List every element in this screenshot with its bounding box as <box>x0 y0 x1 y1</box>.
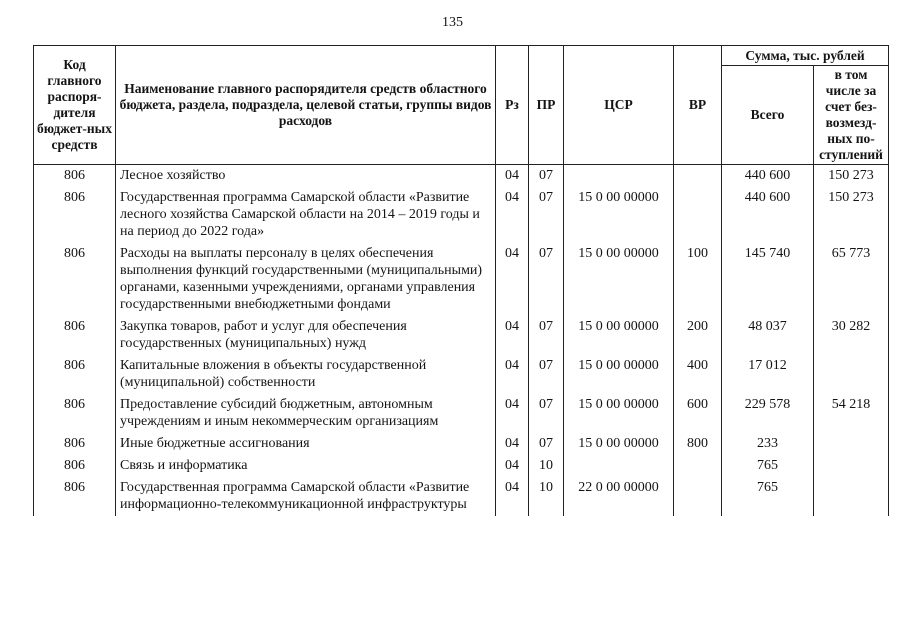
table-row <box>34 433 889 455</box>
cell-free <box>814 455 889 477</box>
cell-code: 806 <box>34 316 116 355</box>
cell-free: 54 218 <box>814 394 889 433</box>
page-number: 135 <box>442 15 463 30</box>
cell-pr: 07 <box>529 394 564 433</box>
cell-pr: 07 <box>529 243 564 316</box>
cell-total: 233 <box>722 433 814 455</box>
cell-csr: 15 0 00 00000 <box>564 433 674 455</box>
cell-total: 48 037 <box>722 316 814 355</box>
cell-pr: 07 <box>529 316 564 355</box>
cell-code: 806 <box>34 187 116 243</box>
cell-vr: 100 <box>674 243 722 316</box>
cell-rz: 04 <box>496 394 529 433</box>
cell-vr: 800 <box>674 433 722 455</box>
cell-rz: 04 <box>496 433 529 455</box>
cell-name: Лесное хозяйство <box>116 165 496 188</box>
cell-free: 150 273 <box>814 187 889 243</box>
table-row <box>34 187 889 243</box>
cell-csr: 15 0 00 00000 <box>564 243 674 316</box>
table-row <box>34 243 889 316</box>
cell-free: 65 773 <box>814 243 889 316</box>
cell-pr: 07 <box>529 165 564 188</box>
cell-rz: 04 <box>496 165 529 188</box>
header-code: Код главного распоря-дителя бюджет-ных средств <box>34 46 116 165</box>
cell-code: 806 <box>34 477 116 516</box>
cell-pr: 07 <box>529 433 564 455</box>
cell-name: Капитальные вложения в объекты государственной (муниципальной) собственности <box>116 355 496 394</box>
budget-table <box>33 45 889 516</box>
cell-csr <box>564 165 674 188</box>
cell-csr: 15 0 00 00000 <box>564 394 674 433</box>
cell-csr <box>564 455 674 477</box>
cell-total: 440 600 <box>722 187 814 243</box>
header-pr: ПР <box>529 46 564 165</box>
cell-name: Закупка товаров, работ и услуг для обеспечения государственных (муниципальных) нужд <box>116 316 496 355</box>
cell-vr <box>674 165 722 188</box>
cell-code: 806 <box>34 394 116 433</box>
cell-name: Иные бюджетные ассигнования <box>116 433 496 455</box>
cell-code: 806 <box>34 455 116 477</box>
cell-pr: 10 <box>529 477 564 516</box>
cell-total: 440 600 <box>722 165 814 188</box>
table-row <box>34 165 889 188</box>
table-row <box>34 455 889 477</box>
cell-vr <box>674 477 722 516</box>
cell-free <box>814 433 889 455</box>
cell-pr: 07 <box>529 355 564 394</box>
cell-total: 145 740 <box>722 243 814 316</box>
table-row <box>34 477 889 516</box>
header-free: в том числе за счет без-возмезд-ных по-ступлений <box>814 66 889 165</box>
cell-pr: 10 <box>529 455 564 477</box>
table-row <box>34 316 889 355</box>
table-row <box>34 355 889 394</box>
cell-csr: 15 0 00 00000 <box>564 355 674 394</box>
table-body <box>34 165 889 517</box>
cell-vr: 400 <box>674 355 722 394</box>
header-vr: ВР <box>674 46 722 165</box>
cell-free <box>814 477 889 516</box>
cell-free <box>814 355 889 394</box>
cell-vr: 200 <box>674 316 722 355</box>
header-rz: Рз <box>496 46 529 165</box>
cell-csr: 22 0 00 00000 <box>564 477 674 516</box>
cell-vr <box>674 187 722 243</box>
cell-total: 765 <box>722 455 814 477</box>
cell-csr: 15 0 00 00000 <box>564 316 674 355</box>
cell-name: Расходы на выплаты персоналу в целях обеспечения выполнения функций государственными (муниципальными) органами, казенными учреждениями, органами управления государственными внебюджетными фондами <box>116 243 496 316</box>
cell-code: 806 <box>34 355 116 394</box>
cell-pr: 07 <box>529 187 564 243</box>
cell-vr <box>674 455 722 477</box>
cell-csr: 15 0 00 00000 <box>564 187 674 243</box>
cell-vr: 600 <box>674 394 722 433</box>
header-total: Всего <box>722 66 814 165</box>
header-csr: ЦСР <box>564 46 674 165</box>
cell-rz: 04 <box>496 243 529 316</box>
cell-total: 229 578 <box>722 394 814 433</box>
cell-rz: 04 <box>496 477 529 516</box>
cell-name: Государственная программа Самарской области «Развитие информационно-телекоммуникационной инфраструктуры <box>116 477 496 516</box>
cell-code: 806 <box>34 165 116 188</box>
cell-code: 806 <box>34 243 116 316</box>
cell-free: 150 273 <box>814 165 889 188</box>
cell-name: Государственная программа Самарской области «Развитие лесного хозяйства Самарской области на 2014 – 2019 годы и на период до 2022 года» <box>116 187 496 243</box>
cell-rz: 04 <box>496 355 529 394</box>
cell-total: 17 012 <box>722 355 814 394</box>
cell-rz: 04 <box>496 316 529 355</box>
cell-rz: 04 <box>496 187 529 243</box>
cell-name: Связь и информатика <box>116 455 496 477</box>
table-header <box>34 46 889 165</box>
cell-rz: 04 <box>496 455 529 477</box>
header-name: Наименование главного распорядителя средств областного бюджета, раздела, подраздела, целевой статьи, группы видов расходов <box>116 46 496 165</box>
header-sum-group: Сумма, тыс. рублей <box>722 46 889 66</box>
cell-total: 765 <box>722 477 814 516</box>
cell-free: 30 282 <box>814 316 889 355</box>
table-row <box>34 394 889 433</box>
cell-code: 806 <box>34 433 116 455</box>
cell-name: Предоставление субсидий бюджетным, автономным учреждениям и иным некоммерческим организациям <box>116 394 496 433</box>
